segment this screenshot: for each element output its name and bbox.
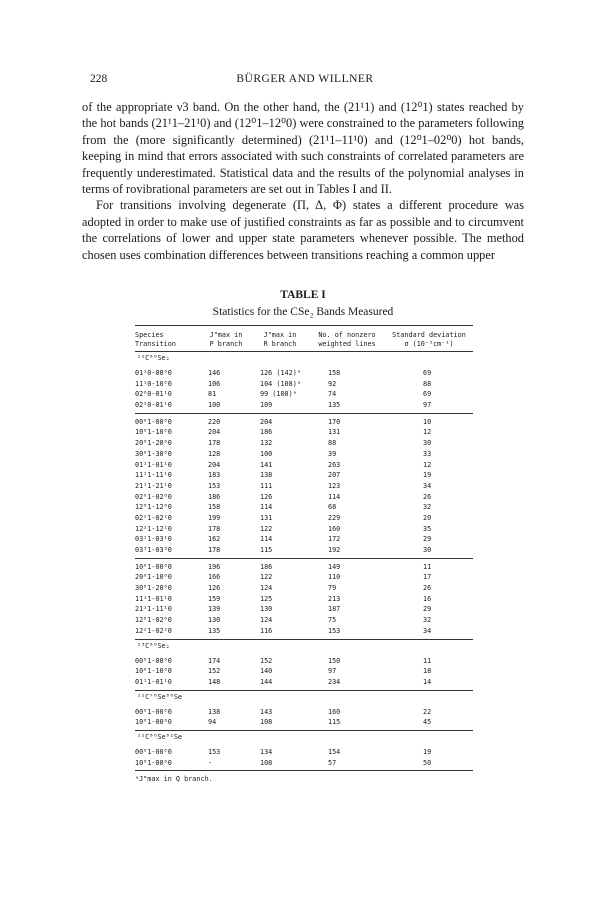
table-cell: 140 <box>260 667 273 676</box>
table-cell: 02⁰1-02⁰0 <box>135 492 172 501</box>
table-cell: 130 <box>260 605 273 614</box>
table-cell: 12²1-12²0 <box>135 524 172 533</box>
row-block <box>135 744 473 770</box>
table-cell: 124 <box>260 584 273 593</box>
table-cell: 34 <box>423 626 432 635</box>
table-cell: 21¹1-11¹0 <box>135 605 172 614</box>
table-cell: 12²1-02²0 <box>135 626 172 635</box>
header-r-branch: J"max in R branch <box>263 331 297 348</box>
table-cell: 143 <box>260 707 273 716</box>
table-cell: 01¹0-00⁰0 <box>135 369 172 377</box>
table-cell: 57 <box>328 758 337 767</box>
table-cell: 160 <box>328 524 341 533</box>
table-cell: 100 <box>208 401 221 410</box>
table-cell: 149 <box>328 562 341 571</box>
table-cell: 30 <box>423 439 432 448</box>
table-cell: 124 <box>260 616 273 625</box>
table-row <box>135 427 473 438</box>
table-row <box>135 666 473 677</box>
table-cell: 131 <box>328 428 341 437</box>
table-cell: 02²0-01¹0 <box>135 401 172 410</box>
table-row <box>135 747 473 758</box>
table-row <box>135 656 473 667</box>
table-cell: 10 <box>423 417 432 426</box>
table-cell: 30⁰1-30⁰0 <box>135 449 172 458</box>
table-cell: 79 <box>328 584 337 593</box>
table-cell: 170 <box>328 417 341 426</box>
table-row <box>135 626 473 637</box>
table-cell: 19 <box>423 471 432 480</box>
table-cell: 11¹0-10⁰0 <box>135 379 172 388</box>
table-cell: 29 <box>423 535 432 544</box>
table-cell: 135 <box>328 401 341 410</box>
table-cell: 10⁰1-00⁰0 <box>135 562 172 571</box>
table-cell: 01¹1-01¹0 <box>135 460 172 469</box>
table-cell: 97 <box>328 667 337 676</box>
table-cell: 97 <box>423 401 432 410</box>
table-row <box>135 379 473 390</box>
row-block <box>135 365 473 413</box>
table-cell: 186 <box>208 492 221 501</box>
table-cell: 12⁰1-02⁰0 <box>135 616 172 625</box>
table-cell: 192 <box>328 546 341 554</box>
table-cell: 20⁰1-10⁰0 <box>135 573 172 582</box>
table-cell: 114 <box>260 503 273 512</box>
table-cell: 10⁰1-00⁰0 <box>135 758 172 767</box>
table-caption: Statistics for the CSe₂ Bands Measured <box>212 306 394 318</box>
table-cell: 22 <box>423 707 432 716</box>
table-cell: 178 <box>208 439 221 448</box>
table-row <box>135 481 473 492</box>
species-label: ¹²C⁸⁰Se⁸²Se <box>137 732 183 741</box>
table-cell: 126 <box>260 492 273 501</box>
table-row <box>135 534 473 545</box>
table-cell: 11¹1-11¹0 <box>135 471 172 480</box>
table-row <box>135 438 473 449</box>
table-cell: 135 <box>208 626 221 635</box>
table-cell: 132 <box>260 439 273 448</box>
table-cell: 30⁰1-20⁰0 <box>135 584 172 593</box>
table-row <box>135 389 473 400</box>
table-cell: 10⁰1-00⁰0 <box>135 718 172 727</box>
table-cell: 02⁰0-01¹0 <box>135 390 172 399</box>
table-cell: 16 <box>423 594 432 603</box>
species-label: ¹³C⁸⁰Se₂ <box>137 641 170 650</box>
table-cell: 33 <box>423 449 432 458</box>
table-cell: 39 <box>328 449 337 458</box>
table-cell: 26 <box>423 492 432 501</box>
table-row <box>135 594 473 605</box>
row-block <box>135 559 473 639</box>
table-cell: 204 <box>208 460 221 469</box>
table-cell: 148 <box>208 677 221 686</box>
table-row <box>135 604 473 615</box>
table-row <box>135 460 473 471</box>
table-row <box>135 400 473 411</box>
header-lines: No. of nonzero weighted lines <box>318 331 376 348</box>
table-cell: - <box>208 758 213 767</box>
table-row <box>135 492 473 503</box>
table-cell: 108 <box>260 758 273 767</box>
table-cell: 186 <box>260 562 273 571</box>
table-cell: 03³1-03³0 <box>135 546 172 554</box>
table-cell: 128 <box>208 449 221 458</box>
table-cell: 153 <box>328 626 341 635</box>
table-cell: 187 <box>328 605 341 614</box>
table-cell: 30 <box>423 546 432 554</box>
table-cell: 20⁰1-20⁰0 <box>135 439 172 448</box>
table-cell: 158 <box>208 503 221 512</box>
species-label: ¹²C⁷⁸Se⁸⁰Se <box>137 692 183 701</box>
table-cell: 14 <box>423 677 432 686</box>
table-row <box>135 368 473 379</box>
table-row <box>135 677 473 688</box>
table-cell: 11¹1-01¹0 <box>135 594 172 603</box>
table-cell: 03¹1-03¹0 <box>135 535 172 544</box>
table-cell: 166 <box>208 573 221 582</box>
row-block <box>135 653 473 690</box>
table-body <box>135 352 473 770</box>
paragraph: of the appropriate ν3 band. On the other hand, the (21¹1) and (12⁰1) states reached by the hot bands (21¹1–21¹0) and (12⁰1–12⁰0) were constrained to the parameters following from the (more significantly determined) (21¹1–11¹0) and (12⁰1–02⁰0) hot bands, keeping in mind that errors associated with such constraints of correlated parameters are frequently underestimated. Statistical data and the results of the polynomial analyses in terms of rovibrational parameters are set out in Tables I and II. <box>82 100 524 197</box>
table-cell: 00⁰1-00⁰0 <box>135 656 172 665</box>
running-head: BÜRGER AND WILLNER <box>236 73 374 85</box>
table-row <box>135 562 473 573</box>
table-cell: 174 <box>208 656 221 665</box>
table-cell: 154 <box>328 747 341 756</box>
table-cell: 18 <box>423 667 432 676</box>
table-cell: 229 <box>328 513 341 522</box>
table-cell: 114 <box>328 492 341 501</box>
paragraph: For transitions involving degenerate (Π, Δ, Φ) states a different procedure was adopted in order to make use of justified constraints as far as possible and to circumvent the correlations of lower and upper state parameters whenever possible. The method chosen uses combination differences between transitions reaching a common upper <box>82 198 524 262</box>
table-cell: 204 <box>208 428 221 437</box>
table-cell: 12⁰1-12⁰0 <box>135 503 172 512</box>
table-cell: 158 <box>328 369 341 377</box>
table-cell: 153 <box>208 747 221 756</box>
table-cell: 32 <box>423 503 432 512</box>
table-cell: 122 <box>260 524 273 533</box>
header-p-branch: J"max in P branch <box>209 331 243 348</box>
table-cell: 126 <box>208 584 221 593</box>
table-cell: 115 <box>328 718 341 727</box>
table-cell: 134 <box>260 747 273 756</box>
table-cell: 152 <box>208 667 221 676</box>
table-cell: 92 <box>328 379 337 388</box>
table-cell: 34 <box>423 481 432 490</box>
table-cell: 17 <box>423 573 432 582</box>
table-bottom-rule <box>135 770 473 771</box>
table-cell: 162 <box>208 535 221 544</box>
table-cell: 139 <box>208 605 221 614</box>
table-cell: 68 <box>328 503 337 512</box>
table-cell: 20 <box>423 513 432 522</box>
table-cell: 153 <box>208 481 221 490</box>
table-row <box>135 502 473 513</box>
table-cell: 88 <box>328 439 337 448</box>
table-cell: 94 <box>208 718 217 727</box>
table-cell: 01¹1-01¹0 <box>135 677 172 686</box>
table-cell: 263 <box>328 460 341 469</box>
table-cell: 99 (108)ᵃ <box>260 390 297 399</box>
table-cell: 74 <box>328 390 337 399</box>
statistics-table <box>135 325 473 783</box>
table-cell: 186 <box>260 428 273 437</box>
table-cell: 234 <box>328 677 341 686</box>
table-row <box>135 758 473 769</box>
table-row <box>135 615 473 626</box>
table-cell: 88 <box>423 379 432 388</box>
table-cell: 00⁰1-00⁰0 <box>135 417 172 426</box>
table-cell: 160 <box>328 707 341 716</box>
table-row <box>135 524 473 535</box>
table-cell: 146 <box>208 369 221 377</box>
table-cell: 21¹1-21¹0 <box>135 481 172 490</box>
table-cell: 172 <box>328 535 341 544</box>
table-cell: 50 <box>423 758 432 767</box>
table-cell: 00⁰1-00⁰0 <box>135 747 172 756</box>
table-cell: 207 <box>328 471 341 480</box>
page-number: 228 <box>90 73 108 85</box>
table-cell: 69 <box>423 390 432 399</box>
table-row <box>135 572 473 583</box>
table-row <box>135 545 473 556</box>
table-title: TABLE I <box>280 289 326 301</box>
table-cell: 111 <box>260 481 273 490</box>
table-cell: 131 <box>260 513 273 522</box>
row-block <box>135 414 473 558</box>
table-cell: 199 <box>208 513 221 522</box>
table-cell: 12 <box>423 428 432 437</box>
row-block <box>135 704 473 730</box>
table-cell: 10⁰1-10⁰0 <box>135 428 172 437</box>
table-cell: 104 (108)ᵃ <box>260 379 301 388</box>
table-cell: 81 <box>208 390 217 399</box>
table-cell: 125 <box>260 594 273 603</box>
table-cell: 115 <box>260 546 273 554</box>
table-row <box>135 449 473 460</box>
table-cell: 138 <box>208 707 221 716</box>
table-cell: 106 <box>208 379 221 388</box>
table-cell: 150 <box>328 656 341 665</box>
table-cell: 213 <box>328 594 341 603</box>
table-cell: 45 <box>423 718 432 727</box>
table-cell: 123 <box>328 481 341 490</box>
table-cell: 75 <box>328 616 337 625</box>
table-cell: 183 <box>208 471 221 480</box>
table-cell: 109 <box>260 401 273 410</box>
table-cell: 141 <box>260 460 273 469</box>
table-cell: 00⁰1-00⁰0 <box>135 707 172 716</box>
header-species: Species Transition <box>135 331 176 348</box>
table-cell: 69 <box>423 369 432 377</box>
table-cell: 114 <box>260 535 273 544</box>
table-cell: 116 <box>260 626 273 635</box>
table-cell: 130 <box>208 616 221 625</box>
table-header <box>135 326 473 351</box>
table-cell: 10⁰1-10⁰0 <box>135 667 172 676</box>
table-cell: 122 <box>260 573 273 582</box>
table-cell: 196 <box>208 562 221 571</box>
table-cell: 220 <box>208 417 221 426</box>
table-cell: 29 <box>423 605 432 614</box>
table-cell: 126 (142)ᵃ <box>260 369 301 377</box>
header-std-dev: Standard deviation σ (10⁻⁵cm⁻¹) <box>392 331 466 348</box>
table-cell: 159 <box>208 594 221 603</box>
table-cell: 19 <box>423 747 432 756</box>
table-cell: 110 <box>328 573 341 582</box>
table-row <box>135 513 473 524</box>
table-cell: 12 <box>423 460 432 469</box>
table-cell: 178 <box>208 546 221 554</box>
species-label: ¹²C⁸⁰Se₂ <box>137 354 170 362</box>
table-cell: 02²1-02²0 <box>135 513 172 522</box>
table-cell: 11 <box>423 656 432 665</box>
table-cell: 11 <box>423 562 432 571</box>
table-cell: 178 <box>208 524 221 533</box>
body-text <box>82 99 524 263</box>
table-row <box>135 417 473 428</box>
table-cell: 152 <box>260 656 273 665</box>
table-row <box>135 717 473 728</box>
table-cell: 26 <box>423 584 432 593</box>
table-cell: 204 <box>260 417 273 426</box>
table-row <box>135 583 473 594</box>
table-row <box>135 707 473 718</box>
table-cell: 108 <box>260 718 273 727</box>
table-cell: 138 <box>260 471 273 480</box>
table-cell: 100 <box>260 449 273 458</box>
table-cell: 35 <box>423 524 432 533</box>
table-row <box>135 470 473 481</box>
table-footnote: ᵃJ"max in Q branch. <box>135 775 213 784</box>
table-cell: 32 <box>423 616 432 625</box>
table-cell: 144 <box>260 677 273 686</box>
